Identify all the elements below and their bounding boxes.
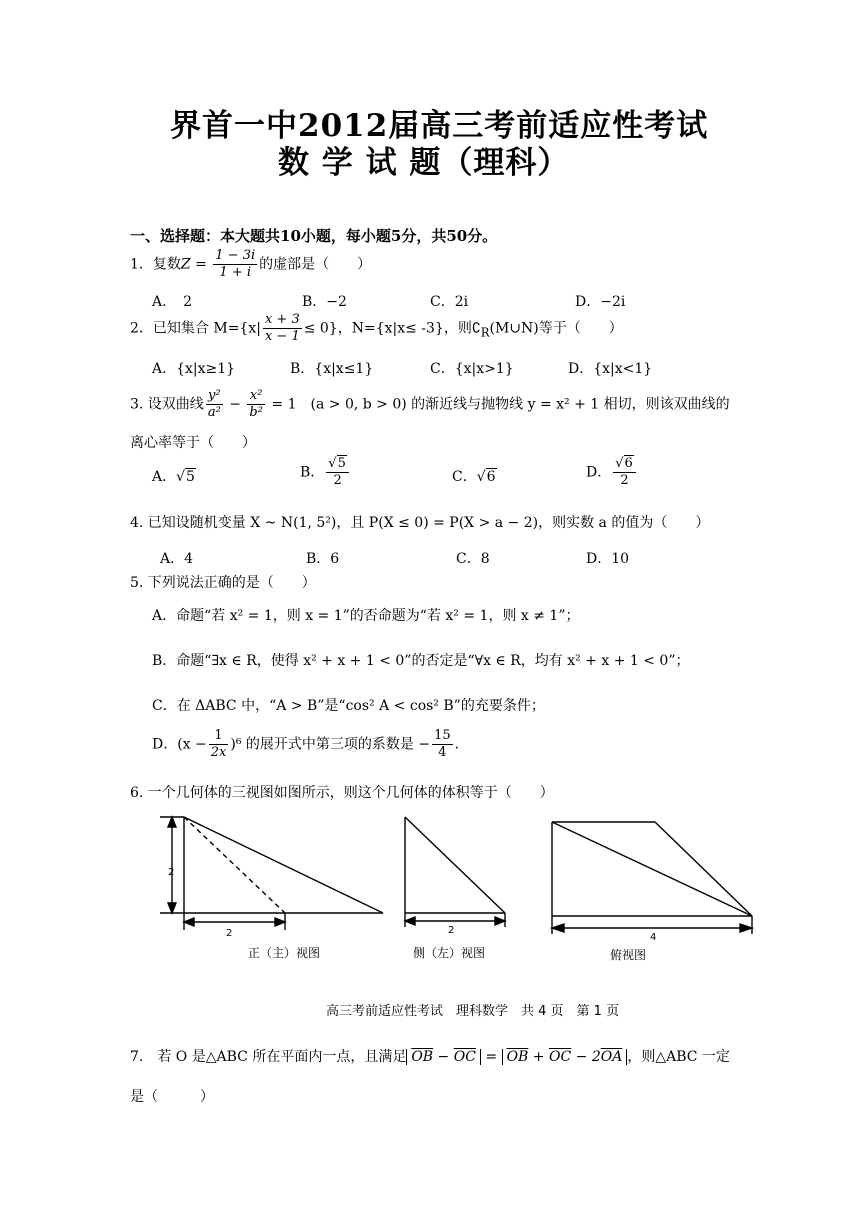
q3-f1-numerator: y² (206, 388, 223, 405)
q3-d-denominator: 2 (620, 473, 629, 488)
q2-denominator: x − 1 (264, 329, 300, 344)
q7-vector-oc-2: $\overline{OC}$ (548, 1049, 572, 1065)
front-view-hidden-edge (184, 817, 285, 913)
q4-option-d: D．10 (586, 551, 630, 567)
q7-vector-oa: $\overline{OA}$ (600, 1049, 623, 1065)
q3-f2-denominator: b² (249, 405, 263, 420)
front-view-drawing (160, 817, 383, 930)
q5-option-c: C．在 ΔABC 中，“A > B”是“cos² A < cos² B”的充要条件； (152, 698, 545, 714)
top-view-drawing (552, 822, 752, 934)
q3-d-label: D． (586, 464, 612, 481)
side-view-width-label: 2 (448, 925, 455, 936)
side-view-arrow-left (405, 917, 415, 925)
question-6: 6. 一个几何体的三视图如图所示，则这个几何体的体积等于（ ） (130, 785, 554, 801)
question-5: 5. 下列说法正确的是（ ） (130, 575, 316, 591)
side-view-hypotenuse (405, 817, 505, 913)
q3-c-label: C． (452, 469, 477, 485)
side-view-drawing (405, 817, 505, 927)
q5-d-numerator-2: 15 (434, 728, 451, 743)
q7-plus: + (528, 1049, 549, 1065)
q2-numerator: x + 3 (264, 312, 300, 327)
q7-equals: = (480, 1049, 502, 1065)
front-view-caption: 正（主）视图 (248, 946, 321, 960)
top-view-width-label: 4 (650, 932, 657, 943)
front-view-width-label: 2 (226, 928, 233, 939)
q5-option-b: B．命题“∃x ∈ R，使得 x² + x + 1 < 0”的否定是“∀x ∈ R，均有 x² + x + 1 < 0”； (152, 653, 690, 669)
q2-option-c: C．{x|x>1} (430, 361, 514, 377)
q4-option-b: B．6 (306, 551, 340, 567)
q2-suffix: (M∪N)等于（ ） (489, 320, 623, 337)
q2-subscript: R (480, 325, 490, 340)
q1-option-d: D．−2i (575, 294, 626, 310)
q7-minus-2: − 2 (571, 1049, 601, 1065)
q4-option-c: C．8 (456, 551, 490, 567)
q2-option-a: A．{x|x≥1} (152, 361, 236, 377)
q3-c-value: 6 (486, 469, 496, 485)
q3-b-fraction: $\frac{√5}{2}$ (326, 456, 349, 489)
q1-option-b: B．−2 (302, 294, 347, 310)
top-view-diagonal (552, 822, 752, 916)
question-7 (130, 1046, 730, 1066)
front-view-arrow-up (168, 817, 176, 827)
front-view-arrow-left (184, 918, 194, 926)
q3-line-2: 离心率等于（ ） (130, 435, 256, 451)
q7-vector-oc: $\overline{OC}$ (453, 1049, 476, 1065)
top-view-right-slant (655, 822, 752, 916)
q3-f1-denominator: a² (207, 405, 221, 420)
front-view-hypotenuse (184, 817, 383, 913)
q5-d-end: . (454, 736, 460, 753)
q3-option-c: C．√6 (452, 469, 496, 485)
q7-vector-ob: $\overline{OB}$ (411, 1049, 434, 1065)
q3-a-label: A． (152, 469, 177, 485)
q3-d-numerator: 6 (624, 456, 633, 471)
q1-option-a: A． 2 (152, 294, 193, 310)
q3-a-value: 5 (186, 469, 195, 485)
q7-line-2: 是（ ） (130, 1089, 214, 1105)
side-view-arrow-right (495, 917, 505, 925)
q2-option-b: B．{x|x≤1} (290, 361, 374, 377)
exam-title: 界首一中2012届高三考前适应性考试 (170, 108, 709, 144)
exam-subtitle: 数 学 试 题（理科） (278, 145, 570, 181)
q3-option-a: A．√5 (152, 469, 195, 485)
q2-option-d: D．{x|x<1} (568, 361, 653, 377)
q3-b-label: B． (300, 464, 325, 481)
q1-option-c: C．2i (430, 294, 469, 310)
q3-f2-numerator: x² (247, 388, 265, 405)
front-view-arrow-down (168, 903, 176, 913)
q3-d-fraction: $\frac{√6}{2}$ (613, 456, 636, 489)
q3-minus: − (224, 396, 246, 413)
q1-variable: Z (180, 256, 191, 273)
q3-condition: = 1 (a > 0, b > 0) 的渐近线与抛物线 y = x² + 1 相切，则该双曲线的 (266, 396, 730, 413)
q1-suffix: 的虚部是（ ） (259, 256, 372, 273)
q7-prefix: 7. 若 O 是△ABC 所在平面内一点，且满足 (130, 1049, 407, 1065)
q1-equals: = (190, 256, 212, 273)
front-view-arrow-right (275, 918, 285, 926)
top-view-arrow-left (552, 924, 564, 932)
q5-d-prefix: D．(x − (152, 736, 207, 753)
q2-prefix: 2．已知集合 M={x| (130, 320, 261, 337)
q1-numerator: 1 − 3i (215, 248, 256, 263)
q1-prefix: 1．复数 (130, 256, 181, 273)
q2-middle: ≤ 0}，N={x|x≤ -3}，则∁ (303, 320, 481, 337)
front-view-height-label: 2 (168, 867, 175, 878)
section-heading: 一、选择题：本大题共10小题，每小题5分，共50分。 (130, 227, 498, 245)
q3-b-denominator: 2 (333, 473, 342, 488)
q7-vector-ob-2: $\overline{OB}$ (506, 1049, 529, 1065)
q3-prefix: 3. 设双曲线 (130, 396, 204, 413)
q5-d-middle: )⁶ 的展开式中第三项的系数是 − (230, 736, 431, 753)
q5-d-numerator-1: 1 (209, 728, 229, 745)
side-view-caption: 侧（左）视图 (413, 946, 486, 960)
q4-option-a: A．4 (160, 551, 194, 567)
q5-d-denominator-1: 2x (210, 745, 227, 760)
q5-option-a: A．命题“若 x² = 1，则 x = 1”的否命题为“若 x² = 1，则 x ≠ 1”； (152, 608, 580, 624)
q3-b-numerator: 5 (337, 456, 346, 471)
question-4: 4. 已知设随机变量 X ~ N(1, 5²)，且 P(X ≤ 0) = P(X > a − 2)，则实数 a 的值为（ ） (130, 515, 710, 531)
q7-suffix: ，则△ABC 一定 (627, 1049, 730, 1065)
page-footer: 高三考前适应性考试 理科数学 共 4 页 第 1 页 (326, 1004, 620, 1019)
q7-abs-right (502, 1049, 628, 1065)
q7-minus: − (433, 1049, 454, 1065)
top-view-arrow-right (740, 924, 752, 932)
q1-denominator: 1 + i (219, 265, 252, 280)
top-view-caption: 俯视图 (610, 948, 647, 962)
q7-abs-left (406, 1049, 481, 1065)
q5-d-denominator-2: 4 (438, 745, 447, 760)
